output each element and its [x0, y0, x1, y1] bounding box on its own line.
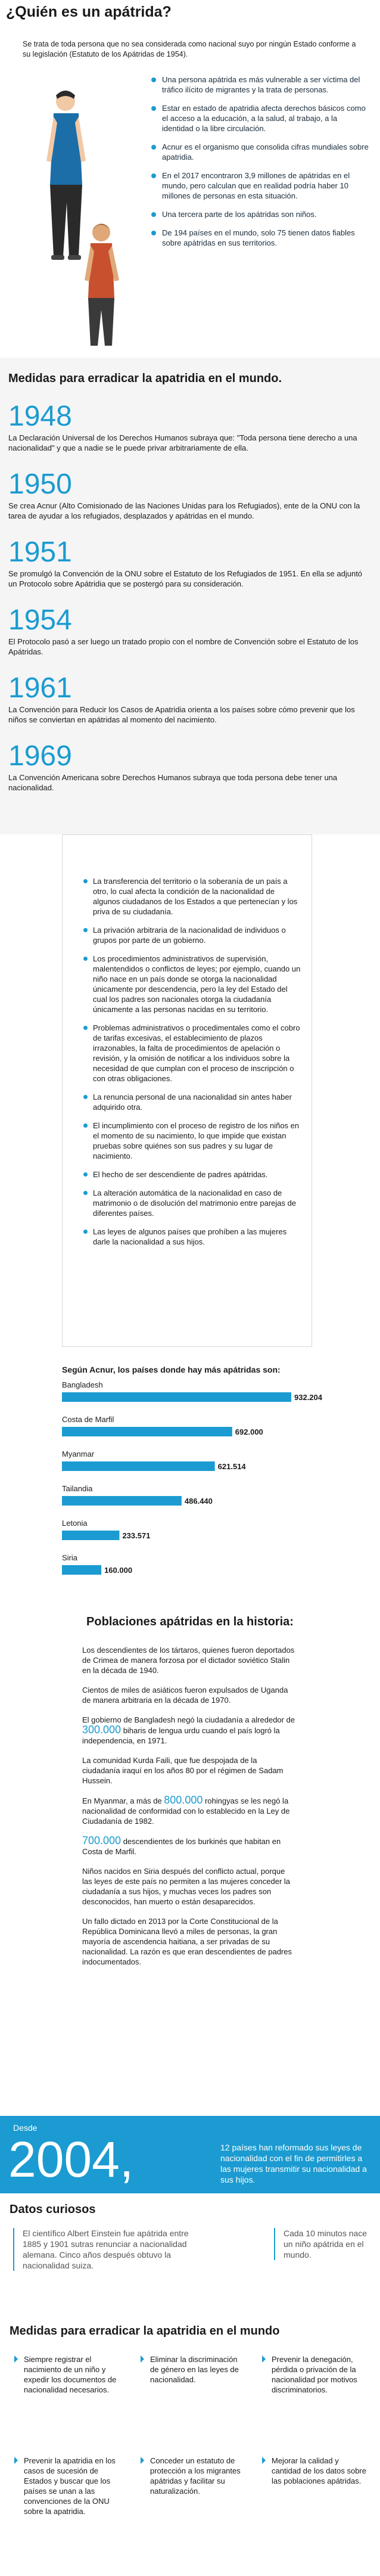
people-illustration — [12, 83, 149, 352]
fact-item: Estar en estado de apatridia afecta derechos básicos como el acceso a la educación, a la salud, al trabajo, a la identidad o la libre circulación. — [149, 103, 369, 134]
bar-label: Letonia — [62, 1519, 88, 1528]
curious-fact: Cada 10 minutos nace un niño apátrida en el mundo. — [274, 2228, 369, 2260]
bar — [62, 1427, 232, 1436]
timeline-title: Medidas para erradicar la apatridia en el mundo. — [8, 372, 282, 385]
reform-banner — [0, 2116, 380, 2193]
banner-year: 2004, — [8, 2131, 134, 2187]
history-item: La comunidad Kurda Faili, que fue despojada de la ciudadanía iraquí en los años 80 por el régimen de Sadam Hussein. — [82, 1756, 284, 1785]
causes-list — [82, 876, 303, 1255]
history-text: rohingyas se les negó la nacionalidad de conformidad con lo establecido en la Ley de Ciudadanía de 1982. — [82, 1796, 290, 1826]
banner-text: 12 países han reformado sus leyes de nacionalidad con el fin de permitirles a las mujeres transmitir su nacionalidad a sus hijos. — [220, 2143, 367, 2184]
cause-item: La alteración automática de la nacionalidad en caso de matrimonio o de disolución del matrimonio entre parejas de diferentes países. — [82, 1188, 303, 1218]
cause-item: Problemas administrativos o procedimentales como el cobro de tarifas excesivas, el establecimiento de plazos irrazonables, la falta de procedimientos de apelación o revisión, y la omisión de notificar a los individuos sobre la necesidad de que cumplan con el proceso de inscripción o con otras obligaciones. — [82, 1023, 303, 1084]
bar — [62, 1565, 101, 1575]
timeline-year: 1961 — [8, 672, 72, 704]
chart-section — [0, 1347, 380, 1609]
fact-item: Una tercera parte de los apátridas son niños. — [149, 209, 369, 219]
timeline-text: La Convención Americana sobre Derechos Humanos subraya que toda persona debe tener una nacionalidad. — [8, 773, 338, 792]
history-number: 800.000 — [164, 1794, 203, 1806]
intro-section — [0, 0, 380, 370]
banner-since: Desde — [13, 2123, 38, 2133]
bar-label: Myanmar — [62, 1450, 95, 1458]
history-item — [82, 1715, 297, 1746]
intro-text: Se trata de toda persona que no sea considerada como nacional suyo por ningún Estado conforme a su legislación (Estatuto de los Apátridas de 1954). — [23, 40, 356, 58]
history-number: 700.000 — [82, 1835, 122, 1846]
curious-section — [0, 2199, 380, 2307]
history-item — [82, 1836, 297, 1857]
history-text: descendientes de los burkinés que habitan en Costa de Marfil. — [82, 1837, 281, 1856]
history-item: Cientos de miles de asiáticos fueron expulsados de Uganda de manera arbitraria en la década de 1970. — [82, 1686, 288, 1705]
bar-value-label: 692.000 — [235, 1427, 263, 1436]
bar-label: Tailandia — [62, 1484, 93, 1493]
measures-section — [0, 2324, 380, 2575]
measure-item: Mejorar la calidad y cantidad de los datos sobre las poblaciones apátridas. — [262, 2456, 366, 2486]
bar-label: Costa de Marfil — [62, 1415, 114, 1424]
bar — [62, 1392, 291, 1402]
bar-value-label: 233.571 — [122, 1531, 151, 1540]
history-item: Un fallo dictado en 2013 por la Corte Constitucional de la República Dominicana llevó a miles de personas, la gran mayoría de ascendencia haitiana, a ser privadas de su nacionalidad. La razón es que eran descendientes de padres indocumentados. — [82, 1917, 292, 1966]
history-text: El gobierno de Bangladesh negó la ciudadanía a alrededor de — [82, 1715, 295, 1724]
timeline-year: 1948 — [8, 401, 72, 432]
history-item: Niños nacidos en Siria después del conflicto actual, porque las leyes de este país no permiten a las mujeres conceder la ciudadanía a sus hijos, y muchas veces los padres son desconocidos, han muerto o están desaparecidos. — [82, 1867, 291, 1906]
bar-label: Bangladesh — [62, 1380, 103, 1389]
chart-title: Según Acnur, los países donde hay más apátridas son: — [62, 1365, 281, 1374]
history-list — [82, 1645, 297, 1976]
timeline-year: 1951 — [8, 536, 72, 568]
measure-item: Conceder un estatuto de protección a los migrantes apátridas y facilitar su naturalización. — [141, 2456, 245, 2496]
timeline-item — [8, 402, 372, 453]
bar-value-label: 932.204 — [294, 1393, 322, 1402]
measures-title: Medidas para erradicar la apatridia en el mundo — [10, 2324, 280, 2338]
measure-item: Siempre registrar el nacimiento de un niño y expedir los documentos de nacionalidad necesarios. — [14, 2354, 119, 2395]
measure-item: Eliminar la discriminación de género en las leyes de nacionalidad. — [141, 2354, 245, 2385]
causes-section — [0, 834, 380, 1347]
history-text: En Myanmar, a más de — [82, 1796, 164, 1805]
timeline-item — [8, 741, 372, 793]
fact-item: De 194 países en el mundo, solo 75 tienen datos fiables sobre apátridas en sus territorios. — [149, 228, 369, 248]
history-item — [82, 1795, 297, 1826]
bar-chart — [0, 1347, 380, 1609]
timeline-section — [0, 358, 380, 834]
measure-item: Prevenir la denegación, pérdida o privación de la nacionalidad por motivos discriminatorios. — [262, 2354, 366, 2395]
bar-value-label: 486.440 — [184, 1497, 213, 1506]
facts-list — [149, 75, 369, 256]
cause-item: La renuncia personal de una nacionalidad sin antes haber adquirido otra. — [82, 1092, 303, 1112]
history-text: biharis de lengua urdu cuando el país logró la independencia, en 1971. — [82, 1726, 280, 1745]
timeline-year: 1950 — [8, 468, 72, 500]
timeline-item — [8, 538, 372, 589]
fact-item: Una persona apátrida es más vulnerable a ser víctima del tráfico ilícito de migrantes y la trata de personas. — [149, 75, 369, 95]
cause-item: Las leyes de algunos países que prohíben a las mujeres darle la nacionalidad a sus hijos. — [82, 1227, 303, 1247]
curious-title: Datos curiosos — [10, 2203, 96, 2216]
timeline-text: Se promulgó la Convención de la ONU sobre el Estatuto de los Refugiados de 1951. En ella se adjuntó un Protocolo sobre Apátridia que se postergó para su consideración. — [8, 569, 363, 588]
timeline-text: El Protocolo pasó a ser luego un tratado propio con el nombre de Convención sobre el Estatuto de los Apátridas. — [8, 637, 359, 656]
history-title: Poblaciones apátridas en la historia: — [86, 1615, 294, 1628]
cause-item: El hecho de ser descendiente de padres apátridas. — [82, 1169, 303, 1180]
cause-item: El incumplimiento con el proceso de registro de los niños en el momento de su nacimiento, lo que impide que existan pruebas sobre quiénes son sus padres y su lugar de nacimiento. — [82, 1121, 303, 1161]
bar-value-label: 621.514 — [217, 1462, 246, 1471]
fact-item: Acnur es el organismo que consolida cifras mundiales sobre apatridia. — [149, 142, 369, 162]
bar — [62, 1531, 119, 1540]
curious-fact: El científico Albert Einstein fue apátrida entre 1885 y 1901 sutras renunciar a nacionalidad alemana. Cinco años después obtuvo la nacionalidad suiza. — [13, 2228, 204, 2271]
timeline-text: La Convención para Reducir los Casos de Apatridia orienta a los países sobre cómo prevenir que los niños se conviertan en apátridas al momento del nacimiento. — [8, 705, 355, 724]
page-title: ¿Quién es un apátrida? — [6, 4, 172, 20]
fact-item: En el 2017 encontraron 3,9 millones de apátridas en el mundo, pero calculan que en realidad podría haber 10 millones de personas en esta situación. — [149, 170, 369, 201]
measure-item: Prevenir la apatridia en los casos de sucesión de Estados y buscar que los países se unan a las convenciones de la ONU sobre la apatridia. — [14, 2456, 119, 2516]
timeline-year: 1969 — [8, 740, 72, 772]
timeline-year: 1954 — [8, 604, 72, 636]
timeline-text: La Declaración Universal de los Derechos Humanos subraya que: "Toda persona tiene derecho a una nacionalidad" y que a nadie se le puede privar arbitrariamente de ella. — [8, 433, 357, 452]
cause-item: La transferencia del territorio o la soberanía de un país a otro, lo cual afecta la condición de la nacionalidad de algunos ciudadanos de los Estados a que pertenecían y los priva de su ciudadanía. — [82, 876, 303, 917]
history-number: 300.000 — [82, 1724, 122, 1736]
history-item: Los descendientes de los tártaros, quienes fueron deportados de Crimea de manera forzosa por el dictador soviético Stalin en la década de 1940. — [82, 1646, 295, 1675]
cause-item: Los procedimientos administrativos de supervisión, malentendidos o conflictos de leyes; por ejemplo, cuando un niño nace en un país donde se otorga la nacionalidad únicamente por descendencia, pero la ley del Estado del cual los padres son nacionales otorga la ciudadanía únicamente a las personas nacidas en su territorio. — [82, 954, 303, 1014]
bar — [62, 1496, 182, 1506]
timeline-item — [8, 470, 372, 521]
bar-label: Siria — [62, 1553, 78, 1562]
timeline-item — [8, 606, 372, 657]
cause-item: La privación arbitraria de la nacionalidad de individuos o grupos por parte de un gobierno. — [82, 925, 303, 945]
timeline-text: Se crea Acnur (Alto Comisionado de las Naciones Unidas para los Refugiados), ente de la ONU con la tarea de ayudar a los refugiados, desplazados y apátridas en el mundo. — [8, 501, 360, 520]
bar-value-label: 160.000 — [104, 1566, 133, 1575]
bar — [62, 1461, 215, 1471]
timeline-item — [8, 674, 372, 725]
